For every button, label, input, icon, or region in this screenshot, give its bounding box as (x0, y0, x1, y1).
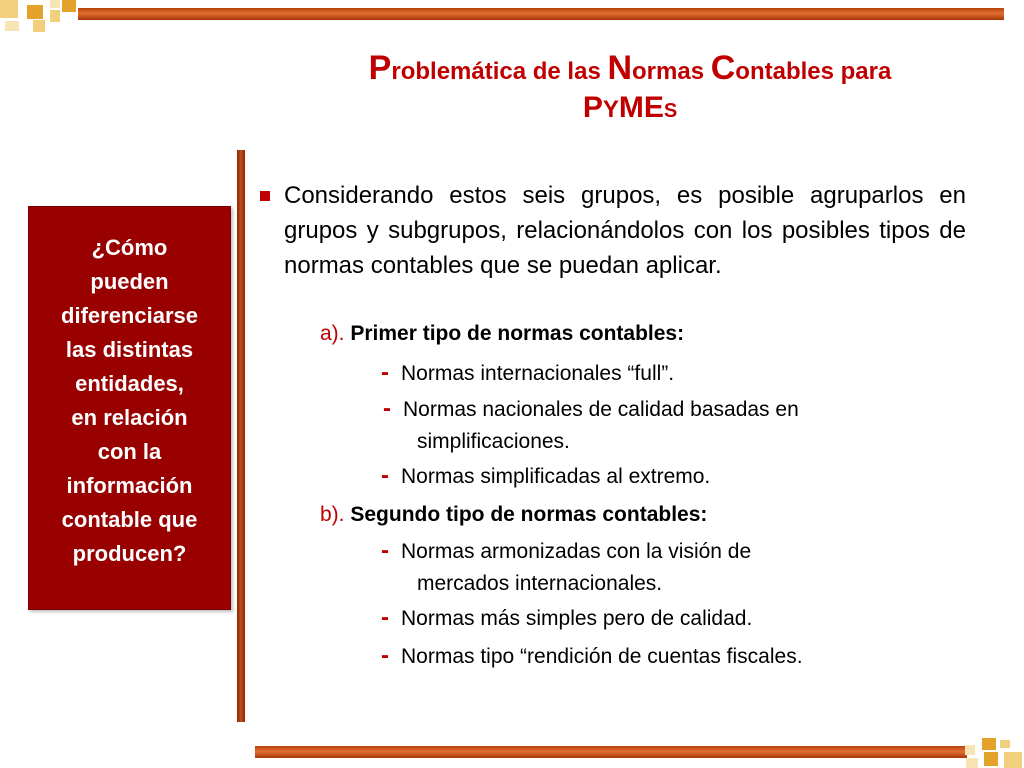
list-item: - Normas tipo “rendición de cuentas fiscales. (381, 642, 803, 669)
list-item-continuation: simplificaciones. (417, 430, 570, 453)
main-content (258, 178, 966, 283)
decor-square (982, 738, 996, 750)
decor-square (50, 0, 60, 8)
decor-square (5, 21, 19, 31)
dash-bullet-icon: - (381, 359, 389, 386)
dash-bullet-icon: - (383, 395, 391, 422)
page-title (250, 50, 1010, 129)
decor-square (984, 752, 998, 766)
decor-square (27, 5, 43, 19)
group-a-letter: a). (320, 322, 345, 345)
list-item: - Normas internacionales “full”. (381, 359, 675, 386)
title-line-1: Problemática de las Normas Contables para (368, 49, 892, 87)
intro-bullet (258, 178, 966, 283)
list-item: - Normas nacionales de calidad basadas en simplificaciones. (383, 393, 799, 458)
question-line: en relación (71, 405, 188, 430)
decor-square (0, 0, 18, 18)
decor-square (62, 0, 76, 12)
question-line: producen? (72, 541, 187, 566)
list-item: - Normas simplificadas al extremo. (381, 462, 711, 489)
bottom-divider-bar (255, 746, 967, 758)
question-line: entidades, (75, 371, 184, 396)
dash-bullet-icon: - (381, 537, 389, 564)
group-b-letter: b). (320, 503, 345, 526)
decor-square (50, 10, 60, 22)
question-line: información (66, 473, 193, 498)
square-bullet-icon (260, 191, 270, 201)
question-box (28, 206, 231, 610)
list-item: - Normas más simples pero de calidad. (381, 604, 753, 631)
intro-text: Considerando estos seis grupos, es posible agruparlos en grupos y subgrupos, relacionándolos con los posibles tipos de normas contables que se puedan aplicar. (284, 182, 966, 279)
question-line: ¿Cómo (91, 235, 168, 260)
top-divider-bar (78, 8, 1004, 20)
group-a-title: Primer tipo de normas contables: (350, 322, 685, 345)
group-b-heading (320, 503, 707, 527)
question-line: con la (97, 439, 162, 464)
dash-bullet-icon: - (381, 604, 389, 631)
dash-bullet-icon: - (381, 642, 389, 669)
decor-square (33, 20, 45, 32)
decor-square (966, 758, 978, 768)
question-line: contable que (61, 507, 198, 532)
question-line: diferenciarse (61, 303, 198, 328)
decor-square (1000, 740, 1010, 748)
list-item-continuation: mercados internacionales. (417, 572, 663, 595)
decor-square (965, 745, 975, 755)
group-a-heading (320, 322, 684, 346)
list-item: - Normas armonizadas con la visión de mercados internacionales. (381, 535, 751, 600)
question-line: las distintas (65, 337, 194, 362)
vertical-divider-bar (237, 150, 245, 722)
dash-bullet-icon: - (381, 462, 389, 489)
title-line-2: PYMES (582, 91, 678, 124)
question-line: pueden (90, 269, 169, 294)
group-b-title: Segundo tipo de normas contables: (350, 503, 708, 526)
decor-square (1004, 752, 1022, 768)
